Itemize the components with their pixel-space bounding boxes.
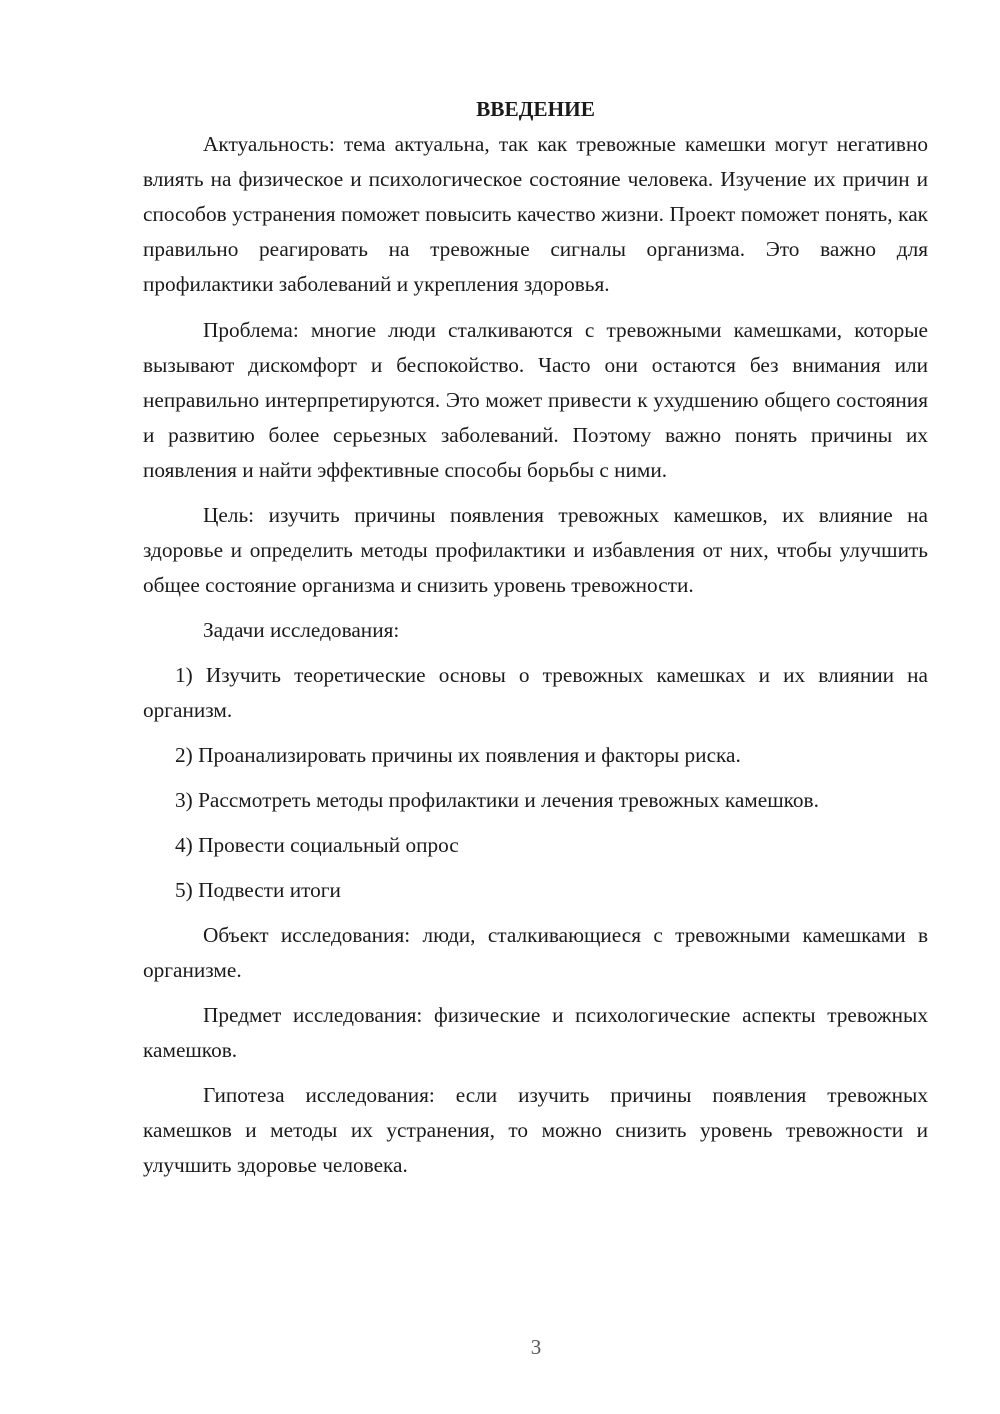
- task-item: 1) Изучить теоретические основы о тревожных камешках и их влиянии на организм.: [143, 663, 928, 722]
- object-paragraph: Объект исследования: люди, сталкивающиеся с тревожными камешками в организме.: [143, 923, 928, 982]
- tasks-list: [143, 658, 928, 908]
- subject-paragraph: Предмет исследования: физические и психологические аспекты тревожных камешков.: [143, 1003, 928, 1062]
- section-title: ВВЕДЕНИЕ: [476, 97, 595, 121]
- task-item: 4) Провести социальный опрос: [175, 833, 459, 857]
- document-page: [143, 92, 928, 1193]
- problem-paragraph: Проблема: многие люди сталкиваются с тревожными камешками, которые вызывают дискомфорт и беспокойство. Часто они остаются без внимания или неправильно интерпретируются. Это может привести к ухудшению общего состояния и развитию более серьезных заболеваний. Поэтому важно понять причины их появления и найти эффективные способы борьбы с ними.: [143, 318, 928, 482]
- relevance-paragraph: Актуальность: тема актуальна, так как тревожные камешки могут негативно влиять на физическое и психологическое состояние человека. Изучение их причин и способов устранения поможет повысить качество жизни. Проект поможет понять, как правильно реагировать на тревожные сигналы организма. Это важно для профилактики заболеваний и укрепления здоровья.: [143, 132, 928, 296]
- task-item: 5) Подвести итоги: [175, 878, 341, 902]
- tasks-heading: Задачи исследования:: [203, 618, 400, 642]
- task-item: 2) Проанализировать причины их появления и факторы риска.: [175, 743, 741, 767]
- hypothesis-paragraph: Гипотеза исследования: если изучить причины появления тревожных камешков и методы их устранения, то можно снизить уровень тревожности и улучшить здоровье человека.: [143, 1083, 928, 1177]
- goal-paragraph: Цель: изучить причины появления тревожных камешков, их влияние на здоровье и определить методы профилактики и избавления от них, чтобы улучшить общее состояние организма и снизить уровень тревожности.: [143, 503, 928, 597]
- page-number: 3: [530, 1335, 542, 1359]
- task-item: 3) Рассмотреть методы профилактики и лечения тревожных камешков.: [175, 788, 819, 812]
